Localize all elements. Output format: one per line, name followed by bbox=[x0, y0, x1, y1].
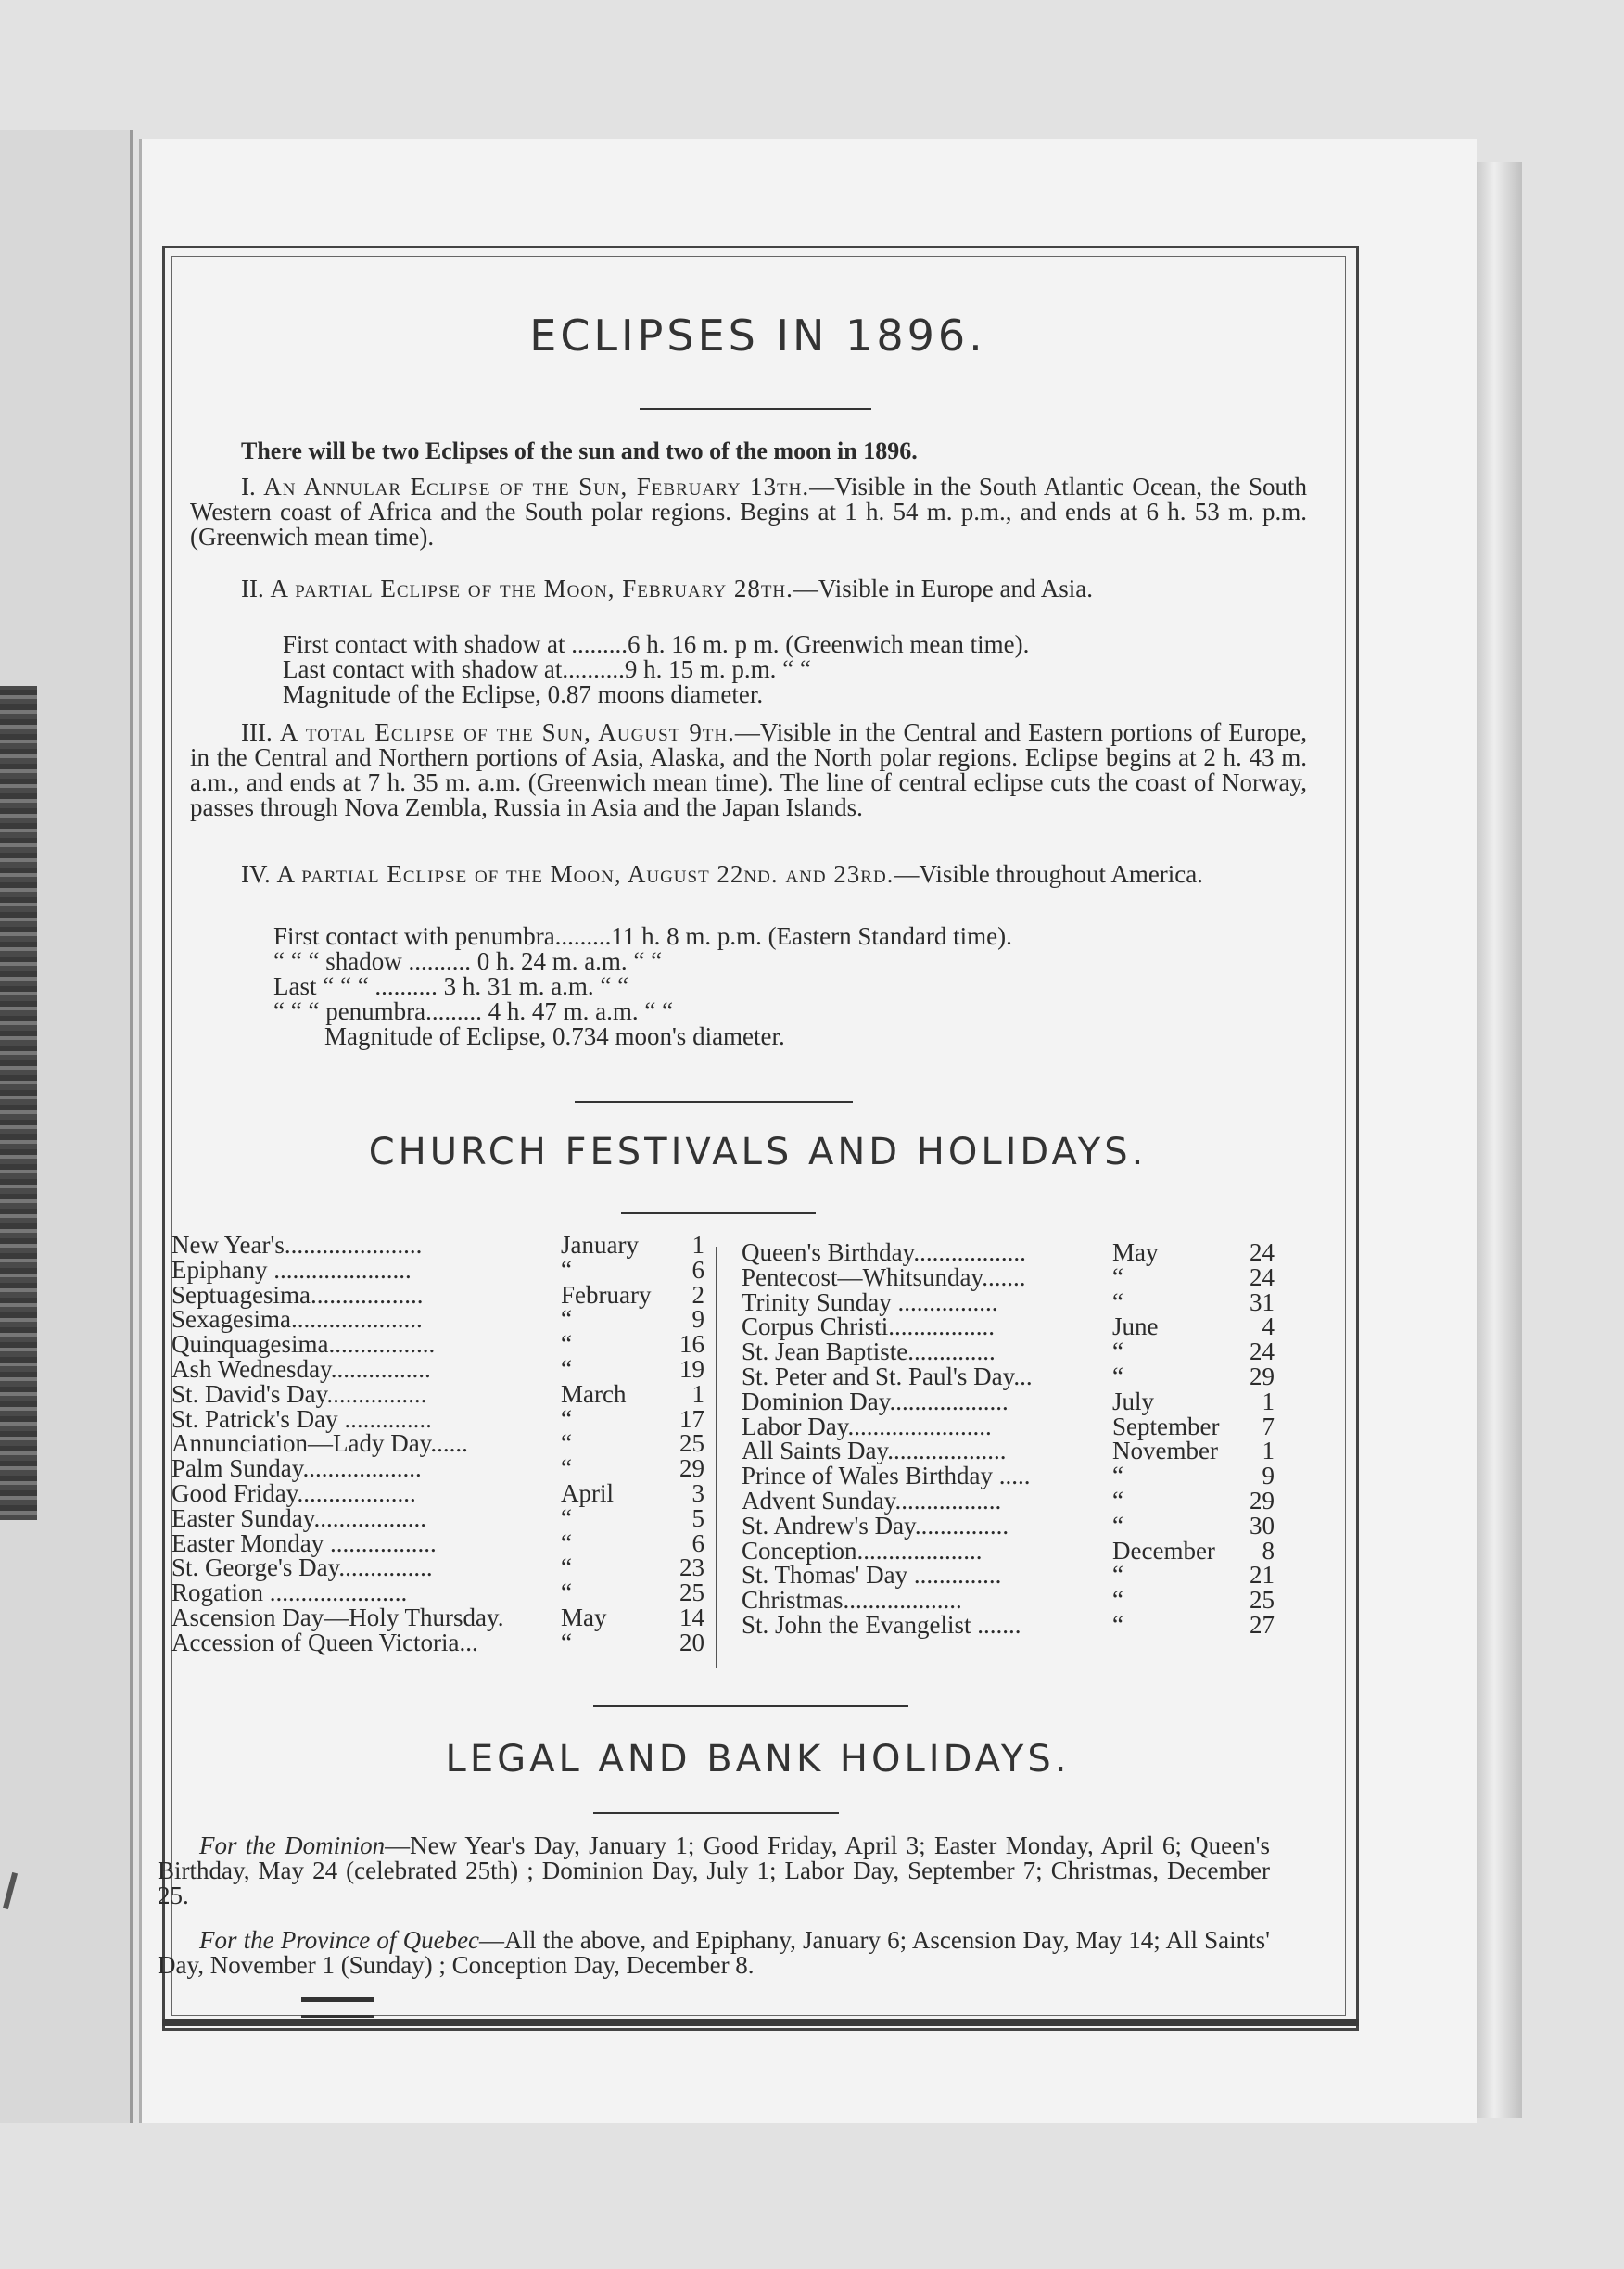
festival-name: Christmas................... bbox=[742, 1586, 962, 1615]
festival-month: May bbox=[1112, 1238, 1159, 1266]
eclipse-text: —Visible in the Central and Eastern portions of Europe, in the Central and Northern portions of Asia, Alaska, and the North polar regions. Eclipse begins at 2 h. 43 m. a.m., and ends at 7 h. 35 m. a.m. (Greenwich mean time). The line of central eclipse cuts the coast of Norway, passes through Nova Zembla, Russia in Asia and the Japan Islands. bbox=[190, 718, 1307, 821]
festival-day: 24 bbox=[1250, 1238, 1275, 1266]
festival-row bbox=[742, 1511, 1279, 1540]
festival-name: Conception.................... bbox=[742, 1536, 983, 1565]
festival-name: Annunciation—Lady Day...... bbox=[171, 1429, 468, 1458]
festival-month: May bbox=[561, 1604, 607, 1631]
festivals-right-column bbox=[742, 1240, 1279, 1667]
eclipses-intro: There will be two Eclipses of the sun and two of the moon in 1896. bbox=[241, 437, 918, 464]
eclipse-detail-line: “ “ “ shadow .......... 0 h. 24 m. a.m. “ “ bbox=[273, 947, 663, 975]
festival-day: 21 bbox=[1250, 1561, 1275, 1590]
church-title: CHURCH FESTIVALS AND HOLIDAYS. bbox=[368, 1131, 1148, 1173]
festival-row bbox=[742, 1464, 1279, 1488]
festival-month: “ bbox=[1112, 1462, 1123, 1490]
festival-row bbox=[171, 1578, 709, 1607]
festival-month: “ bbox=[1112, 1561, 1123, 1590]
festival-name: Ash Wednesday................ bbox=[171, 1355, 431, 1383]
eclipse-detail-line: First contact with penumbra.........11 h. 8 m. p.m. (Eastern Standard time). bbox=[273, 922, 1012, 950]
festival-row bbox=[742, 1312, 1279, 1341]
festival-name: Easter Monday ................. bbox=[171, 1528, 437, 1557]
festival-month: December bbox=[1112, 1536, 1215, 1565]
festival-day: 30 bbox=[1250, 1511, 1275, 1540]
festival-row bbox=[171, 1404, 709, 1433]
festival-row bbox=[742, 1287, 1279, 1316]
festival-month: “ bbox=[1112, 1586, 1123, 1615]
festival-day: 29 bbox=[679, 1454, 704, 1483]
festival-name: Sexagesima..................... bbox=[171, 1305, 423, 1334]
festival-day: 17 bbox=[679, 1404, 704, 1433]
festival-month: July bbox=[1112, 1387, 1155, 1415]
festival-row bbox=[171, 1255, 709, 1284]
festival-month: “ bbox=[561, 1553, 572, 1582]
festival-day: 29 bbox=[1250, 1363, 1275, 1390]
festival-month: “ bbox=[561, 1429, 572, 1458]
festival-row bbox=[171, 1280, 709, 1309]
eclipse-item-1 bbox=[190, 475, 1307, 550]
festival-row bbox=[742, 1262, 1279, 1291]
festival-row bbox=[171, 1553, 709, 1582]
festival-day: 1 bbox=[691, 1379, 704, 1408]
festival-month: March bbox=[561, 1379, 627, 1408]
eclipse-heading: An Annular Eclipse of the Sun, February 13th. bbox=[263, 473, 810, 501]
legal-quebec-label: For the Province of Quebec bbox=[199, 1926, 480, 1954]
festival-month: “ bbox=[561, 1578, 572, 1607]
eclipse-detail-line: Magnitude of the Eclipse, 0.87 moons diameter. bbox=[283, 680, 764, 708]
festival-name: Palm Sunday................... bbox=[171, 1454, 422, 1483]
page-edge bbox=[1474, 162, 1522, 2118]
festival-day: 4 bbox=[1262, 1312, 1275, 1341]
festival-row bbox=[171, 1481, 709, 1505]
festival-name: New Year's...................... bbox=[171, 1231, 423, 1259]
festival-name: Queen's Birthday.................. bbox=[742, 1238, 1026, 1266]
festival-name: St. George's Day............... bbox=[171, 1553, 433, 1582]
festival-name: St. David's Day................ bbox=[171, 1379, 427, 1408]
festival-name: Dominion Day................... bbox=[742, 1387, 1009, 1415]
festival-name: Pentecost—Whitsunday....... bbox=[742, 1262, 1026, 1291]
festival-row bbox=[742, 1613, 1279, 1637]
festival-day: 9 bbox=[1262, 1462, 1275, 1490]
festival-name: All Saints Day................... bbox=[742, 1437, 1007, 1465]
legal-dominion bbox=[158, 1833, 1270, 1908]
festival-name: Trinity Sunday ................ bbox=[742, 1287, 998, 1316]
festival-row bbox=[742, 1337, 1279, 1366]
festival-name: Advent Sunday................. bbox=[742, 1487, 1002, 1515]
eclipse-numeral: II. bbox=[241, 575, 264, 602]
festival-row bbox=[742, 1489, 1279, 1513]
eclipse-detail-line: Last contact with shadow at..........9 h. 15 m. p.m. “ “ bbox=[283, 655, 811, 683]
festival-day: 9 bbox=[691, 1305, 704, 1334]
festival-name: Labor Day....................... bbox=[742, 1412, 992, 1440]
festival-name: St. Andrew's Day............... bbox=[742, 1511, 1009, 1540]
section-rule bbox=[593, 1705, 908, 1707]
eclipse-numeral: IV. bbox=[241, 860, 271, 888]
eclipse-numeral: III. bbox=[241, 718, 273, 746]
festival-month: “ bbox=[1112, 1611, 1123, 1639]
festival-row bbox=[742, 1240, 1279, 1264]
festival-name: Corpus Christi................. bbox=[742, 1312, 996, 1341]
eclipse-detail-line: First contact with shadow at .........6 h. 16 m. p m. (Greenwich mean time). bbox=[283, 630, 1030, 658]
festival-month: “ bbox=[561, 1454, 572, 1483]
festival-name: Ascension Day—Holy Thursday. bbox=[171, 1604, 504, 1631]
eclipse-heading: A partial Eclipse of the Moon, February 28th. bbox=[270, 575, 793, 602]
festival-month: February bbox=[561, 1280, 652, 1309]
legal-quebec-text: —All the above, and Epiphany, January 6; Ascension Day, May 14; All Saints' Day, November 1 (Sunday) ; Conception Day, December 8. bbox=[158, 1926, 1270, 1979]
festival-name: St. Peter and St. Paul's Day... bbox=[742, 1363, 1033, 1390]
festival-row bbox=[742, 1439, 1279, 1463]
festival-row bbox=[171, 1233, 709, 1257]
festival-month: “ bbox=[561, 1628, 572, 1656]
festival-row bbox=[171, 1630, 709, 1654]
festival-row bbox=[171, 1429, 709, 1458]
festival-day: 16 bbox=[679, 1330, 704, 1359]
festival-name: Quinquagesima................. bbox=[171, 1330, 436, 1359]
adjacent-left-page bbox=[0, 130, 133, 2123]
festival-row bbox=[171, 1454, 709, 1483]
festival-row bbox=[171, 1605, 709, 1629]
festival-day: 3 bbox=[691, 1479, 704, 1507]
eclipse-heading: A total Eclipse of the Sun, August 9th. bbox=[279, 718, 735, 746]
title-rule bbox=[621, 1212, 816, 1214]
festival-name: Rogation ...................... bbox=[171, 1578, 408, 1607]
festival-day: 6 bbox=[691, 1528, 704, 1557]
festival-month: “ bbox=[561, 1305, 572, 1334]
festival-day: 24 bbox=[1250, 1262, 1275, 1291]
ornament-stamp bbox=[301, 1997, 374, 2018]
eclipse-item-3 bbox=[190, 720, 1307, 820]
festival-day: 1 bbox=[691, 1231, 704, 1259]
legal-dominion-label: For the Dominion bbox=[199, 1832, 386, 1859]
festival-day: 25 bbox=[1250, 1586, 1275, 1615]
festival-month: January bbox=[561, 1231, 639, 1259]
festival-month: “ bbox=[1112, 1337, 1123, 1366]
festival-month: “ bbox=[1112, 1511, 1123, 1540]
festival-day: 8 bbox=[1262, 1536, 1275, 1565]
eclipse-text: —Visible in Europe and Asia. bbox=[793, 575, 1093, 602]
ink-mark bbox=[3, 1872, 18, 1909]
festival-day: 1 bbox=[1262, 1437, 1275, 1465]
festival-month: “ bbox=[561, 1503, 572, 1532]
festival-day: 31 bbox=[1250, 1287, 1275, 1316]
festival-row bbox=[742, 1536, 1279, 1565]
festival-row bbox=[171, 1528, 709, 1557]
festival-month: “ bbox=[561, 1355, 572, 1383]
festival-month: April bbox=[561, 1479, 614, 1507]
festival-row bbox=[171, 1379, 709, 1408]
title-rule bbox=[640, 408, 871, 410]
festival-day: 24 bbox=[1250, 1337, 1275, 1366]
festival-name: Epiphany ...................... bbox=[171, 1255, 412, 1284]
festival-row bbox=[742, 1414, 1279, 1439]
festival-day: 2 bbox=[691, 1280, 704, 1309]
festival-name: Prince of Wales Birthday ..... bbox=[742, 1462, 1031, 1490]
eclipse-numeral: I. bbox=[241, 473, 256, 501]
festival-day: 20 bbox=[679, 1628, 704, 1656]
border-shadow bbox=[162, 2019, 1359, 2026]
festival-name: Easter Sunday.................. bbox=[171, 1503, 426, 1532]
legal-quebec bbox=[158, 1928, 1270, 1978]
festival-day: 6 bbox=[691, 1255, 704, 1284]
festival-name: Good Friday................... bbox=[171, 1479, 416, 1507]
festival-month: “ bbox=[561, 1255, 572, 1284]
festival-row bbox=[742, 1561, 1279, 1590]
eclipses-title: ECLIPSES IN 1896. bbox=[529, 311, 986, 361]
festival-month: “ bbox=[1112, 1363, 1123, 1390]
festival-row bbox=[171, 1357, 709, 1381]
festival-day: 5 bbox=[691, 1503, 704, 1532]
engraving-image bbox=[0, 686, 37, 1520]
festival-month: November bbox=[1112, 1437, 1218, 1465]
festival-month: June bbox=[1112, 1312, 1159, 1341]
eclipse-detail-line: Last “ “ “ .......... 3 h. 31 m. a.m. “ “ bbox=[273, 972, 629, 1000]
legal-title: LEGAL AND BANK HOLIDAYS. bbox=[445, 1738, 1071, 1781]
festival-day: 1 bbox=[1262, 1387, 1275, 1415]
festival-row bbox=[171, 1330, 709, 1359]
festival-month: September bbox=[1112, 1412, 1220, 1440]
festival-name: Septuagesima.................. bbox=[171, 1280, 424, 1309]
eclipse-detail-line: “ “ “ penumbra......... 4 h. 47 m. a.m. “ “ bbox=[273, 997, 674, 1025]
column-divider bbox=[716, 1247, 717, 1668]
section-rule bbox=[575, 1101, 853, 1103]
festival-month: “ bbox=[1112, 1262, 1123, 1291]
festival-month: “ bbox=[1112, 1487, 1123, 1515]
festival-name: St. Patrick's Day .............. bbox=[171, 1404, 432, 1433]
festival-name: St. Jean Baptiste.............. bbox=[742, 1337, 996, 1366]
eclipse-item-2 bbox=[190, 577, 1307, 602]
festival-day: 7 bbox=[1262, 1412, 1275, 1440]
festival-day: 25 bbox=[679, 1429, 704, 1458]
title-rule bbox=[593, 1812, 839, 1814]
eclipse-detail-line: Magnitude of Eclipse, 0.734 moon's diameter. bbox=[324, 1022, 785, 1050]
festival-day: 29 bbox=[1250, 1487, 1275, 1515]
festivals-left-column bbox=[171, 1233, 709, 1659]
festival-month: “ bbox=[1112, 1287, 1123, 1316]
festival-row bbox=[171, 1503, 709, 1532]
festival-day: 27 bbox=[1250, 1611, 1275, 1639]
festival-month: “ bbox=[561, 1404, 572, 1433]
festival-day: 23 bbox=[679, 1553, 704, 1582]
festival-day: 25 bbox=[679, 1578, 704, 1607]
festival-day: 19 bbox=[679, 1355, 704, 1383]
eclipse-text: —Visible in the South Atlantic Ocean, the South Western coast of Africa and the South polar regions. Begins at 1 h. 54 m. p.m., and ends at 6 h. 53 m. p.m. (Greenwich mean time). bbox=[190, 473, 1308, 551]
festival-row bbox=[742, 1389, 1279, 1413]
legal-dominion-text: —New Year's Day, January 1; Good Friday, April 3; Easter Monday, April 6; Queen's Birthday, May 24 (celebrated 25th) ; Dominion Day, July 1; Labor Day, September 7; Christmas, December 25. bbox=[158, 1832, 1270, 1909]
festival-row bbox=[742, 1364, 1279, 1388]
festival-name: Accession of Queen Victoria... bbox=[171, 1628, 478, 1656]
festival-name: St. Thomas' Day .............. bbox=[742, 1561, 1002, 1590]
festival-name: St. John the Evangelist ....... bbox=[742, 1611, 1021, 1639]
festival-month: “ bbox=[561, 1330, 572, 1359]
festival-month: “ bbox=[561, 1528, 572, 1557]
festival-row bbox=[171, 1305, 709, 1334]
festival-row bbox=[742, 1586, 1279, 1615]
eclipse-heading: A partial Eclipse of the Moon, August 22nd. and 23rd. bbox=[276, 860, 894, 888]
festival-day: 14 bbox=[679, 1604, 704, 1631]
eclipse-text: —Visible throughout America. bbox=[894, 860, 1204, 888]
eclipse-item-4 bbox=[190, 862, 1307, 887]
